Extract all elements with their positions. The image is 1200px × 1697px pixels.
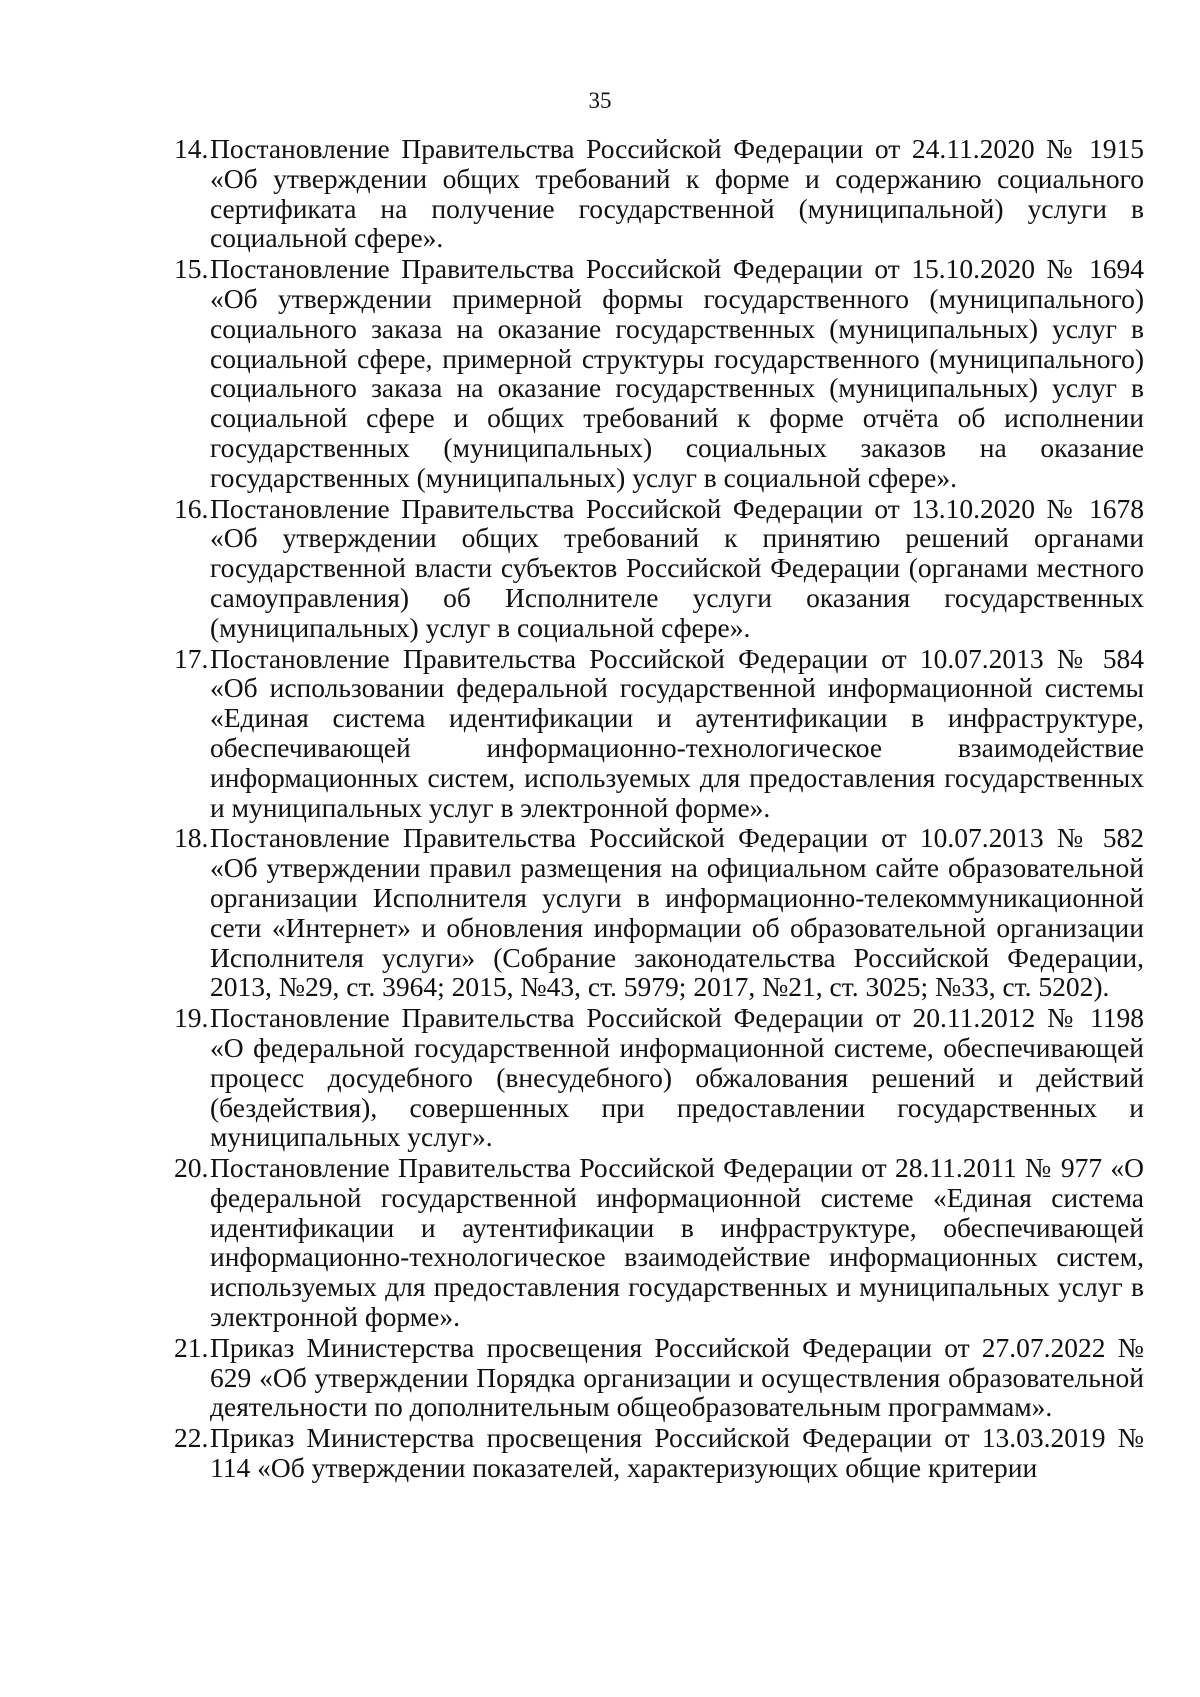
list-item	[174, 1333, 1144, 1422]
list-item	[174, 1423, 1144, 1483]
legal-acts-list	[174, 134, 1144, 1484]
list-item-number: 17.	[174, 642, 209, 674]
list-item	[174, 1003, 1144, 1152]
list-item-text: Постановление Правительства Российской Федерации от 28.11.2011 № 977 «О федеральной государственной информационной системе «Единая система идентификации и аутентификации в инфраструктуре, обеспечивающей информационно-технологическое взаимодействие информационных систем, используемых для предоставления государственных и муниципальных услуг в электронной форме».	[210, 1152, 1144, 1333]
list-item	[174, 494, 1144, 643]
list-item-number: 15.	[174, 253, 209, 285]
list-item-text: Постановление Правительства Российской Федерации от 13.10.2020 № 1678 «Об утверждении общих требований к принятию решений органами государственной власти субъектов Российской Федерации (органами местного самоуправления) об Исполнителе услуги оказания государственных (муниципальных) услуг в социальной сфере».	[210, 492, 1144, 643]
list-item	[174, 134, 1144, 253]
list-item-number: 18.	[174, 822, 209, 854]
list-item	[174, 254, 1144, 492]
list-item-number: 14.	[174, 133, 209, 164]
page-number: 35	[588, 88, 612, 113]
list-item	[174, 1153, 1144, 1332]
list-item-text: Постановление Правительства Российской Федерации от 10.07.2013 № 584 «Об использовании федеральной государственной информационной системы «Единая система идентификации и аутентификации в инфраструктуре, обеспечивающей информационно-технологическое взаимодействие информационных систем, используемых для предоставления государственных и муниципальных услуг в электронной форме».	[210, 642, 1144, 823]
list-item-text: Приказ Министерства просвещения Российской Федерации от 13.03.2019 № 114 «Об утверждении показателей, характеризующих общие критерии	[210, 1422, 1144, 1484]
list-item-number: 20.	[174, 1152, 209, 1184]
list-item-number: 19.	[174, 1002, 209, 1034]
list-item-text: Постановление Правительства Российской Федерации от 15.10.2020 № 1694 «Об утверждении примерной формы государственного (муниципального) социального заказа на оказание государственных (муниципальных) услуг в социальной сфере, примерной структуры государственного (муниципального) социального заказа на оказание государственных (муниципальных) услуг в социальной сфере и общих требований к форме отчёта об исполнении государственных (муниципальных) социальных заказов на оказание государственных (муниципальных) услуг в социальной сфере».	[210, 253, 1144, 493]
list-item-text: Постановление Правительства Российской Федерации от 20.11.2012 № 1198 «О федеральной государственной информационной системе, обеспечивающей процесс досудебного (внесудебного) обжалования решений и действий (бездействия), совершенных при предоставлении государственных и муниципальных услуг».	[210, 1002, 1144, 1153]
list-item-number: 21.	[174, 1331, 209, 1363]
list-item-text: Приказ Министерства просвещения Российской Федерации от 27.07.2022 № 629 «Об утверждении Порядка организации и осуществления образовательной деятельности по дополнительным общеобразовательным программам».	[210, 1331, 1144, 1423]
list-item-number: 16.	[174, 492, 209, 524]
list-item	[174, 823, 1144, 1002]
list-item-text: Постановление Правительства Российской Федерации от 24.11.2020 № 1915 «Об утверждении общих требований к форме и содержанию социального сертификата на получение государственной (муниципальной) услуги в социальной сфере».	[210, 133, 1144, 254]
list-item-text: Постановление Правительства Российской Федерации от 10.07.2013 № 582 «Об утверждении правил размещения на официальном сайте образовательной организации Исполнителя услуги в информационно-телекоммуникационной сети «Интернет» и обновления информации об образовательной организации Исполнителя услуги» (Собрание законодательства Российской Федерации, 2013, №29, ст. 3964; 2015, №43, ст. 5979; 2017, №21, ст. 3025; №33, ст. 5202).	[210, 822, 1144, 1003]
list-item-number: 22.	[174, 1422, 209, 1454]
list-item	[174, 644, 1144, 823]
